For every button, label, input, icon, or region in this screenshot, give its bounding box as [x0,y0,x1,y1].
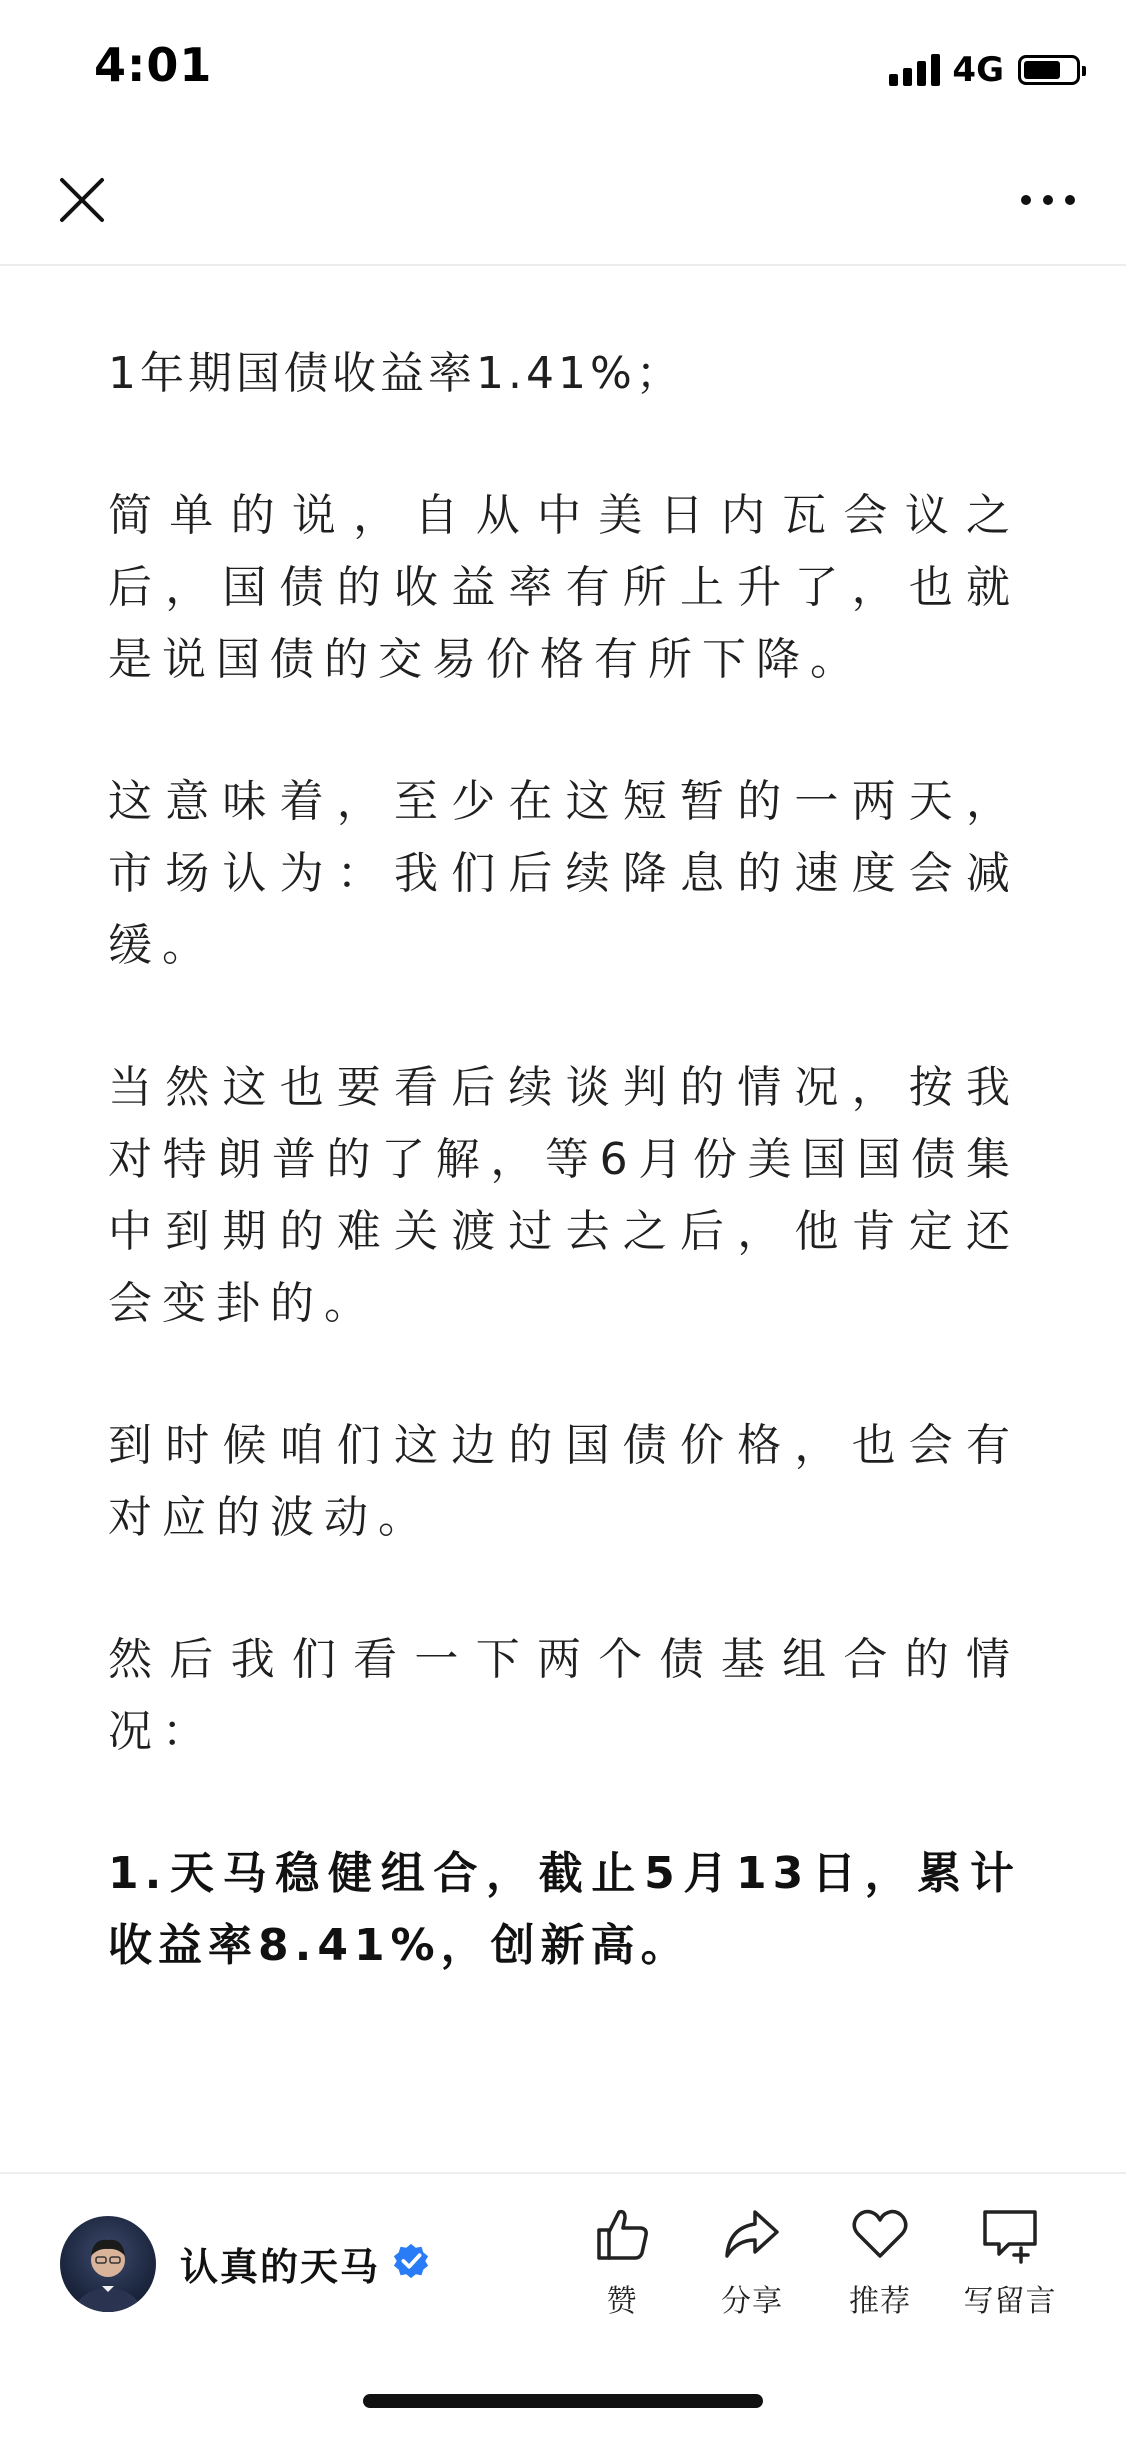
status-bar [0,0,1126,140]
network-type: 4G [952,50,1004,90]
like-label: 赞 [606,2284,638,2319]
author-avatar-image [60,2216,156,2312]
bottom-bar [0,2172,1126,2438]
recommend-label: 推荐 [849,2284,911,2319]
paragraph: 这意味着，至少在这短暂的一两天，市场认为：我们后续降息的速度会减缓。 [108,776,1020,971]
author-name[interactable]: 认真的天马 [180,2245,381,2289]
more-button[interactable] [1016,170,1080,230]
paragraph: 当然这也要看后续谈判的情况，按我对特朗普的了解，等6月份美国国债集中到期的难关渡过去之后，他肯定还会变卦的。 [108,1062,1020,1329]
paragraph: 然后我们看一下两个债基组合的情况： [108,1634,1020,1757]
highlight-paragraph: 1.天马稳健组合，截止5月13日，累计收益率8.41%，创新高。 [108,1848,1020,1971]
write-comment-label: 写留言 [963,2284,1057,2319]
share-button[interactable] [682,2204,822,2320]
comment-add-icon [979,2204,1041,2264]
write-comment-button[interactable] [940,2204,1080,2320]
home-indicator[interactable] [363,2394,763,2408]
paragraph: 1年期国债收益率1.41%； [108,348,684,399]
like-button[interactable] [552,2204,692,2320]
paragraph: 简单的说，自从中美日内瓦会议之后，国债的收益率有所上升了，也就是说国债的交易价格有所下降。 [108,490,1020,685]
battery-level [1024,61,1060,79]
thumbs-up-icon [591,2204,653,2264]
status-indicators [889,50,1080,90]
article-body [108,338,1020,2052]
share-icon [721,2204,783,2264]
verified-badge-icon [392,2242,430,2280]
close-icon [52,170,112,230]
share-label: 分享 [721,2284,783,2319]
close-button[interactable] [52,170,112,230]
battery-icon [1018,55,1080,85]
nav-bar [0,140,1126,266]
recommend-button[interactable] [810,2204,950,2320]
paragraph: 到时候咱们这边的国债价格，也会有对应的波动。 [108,1420,1020,1543]
heart-icon [849,2204,911,2264]
signal-icon [889,54,940,86]
status-time: 4:01 [94,38,213,92]
more-icon [1016,170,1080,230]
avatar[interactable] [60,2216,156,2312]
